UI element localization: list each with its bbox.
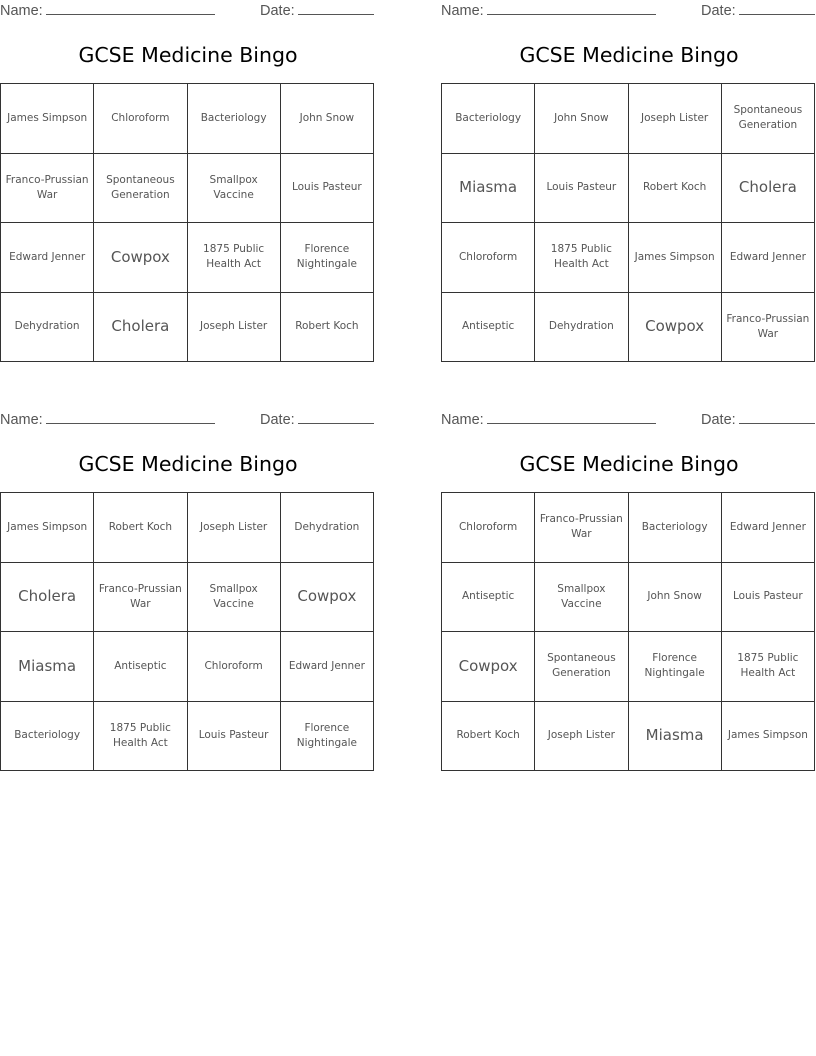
bingo-cell[interactable]: Robert Koch xyxy=(629,154,722,224)
bingo-cell[interactable]: Robert Koch xyxy=(94,493,187,563)
bingo-cell[interactable]: Robert Koch xyxy=(281,293,374,363)
name-blank-line[interactable] xyxy=(46,2,215,15)
bingo-cell[interactable]: Franco-Prussian War xyxy=(94,563,187,633)
bingo-cell[interactable]: Joseph Lister xyxy=(188,293,281,363)
bingo-cell[interactable]: Dehydration xyxy=(535,293,628,363)
bingo-cell[interactable]: James Simpson xyxy=(629,223,722,293)
bingo-cell[interactable]: Louis Pasteur xyxy=(722,563,815,633)
bingo-cell[interactable]: Cholera xyxy=(94,293,187,363)
date-blank-line[interactable] xyxy=(298,411,374,424)
date-label: Date: xyxy=(260,3,295,19)
bingo-cell[interactable]: Spontaneous Generation xyxy=(535,632,628,702)
bingo-cell[interactable]: John Snow xyxy=(629,563,722,633)
date-label: Date: xyxy=(701,412,736,428)
name-blank-line[interactable] xyxy=(487,411,656,424)
date-field[interactable] xyxy=(260,411,374,428)
bingo-cell[interactable]: Cowpox xyxy=(94,223,187,293)
date-field[interactable] xyxy=(701,2,815,19)
bingo-card xyxy=(0,0,376,375)
bingo-cell[interactable]: James Simpson xyxy=(722,702,815,772)
bingo-cell[interactable]: Antiseptic xyxy=(94,632,187,702)
bingo-cell[interactable]: James Simpson xyxy=(1,84,94,154)
bingo-cell[interactable]: Cowpox xyxy=(442,632,535,702)
bingo-cell[interactable]: Spontaneous Generation xyxy=(94,154,187,224)
bingo-cell[interactable]: Cowpox xyxy=(281,563,374,633)
card-title: GCSE Medicine Bingo xyxy=(78,43,298,67)
date-field[interactable] xyxy=(701,411,815,428)
bingo-cell[interactable]: Smallpox Vaccine xyxy=(535,563,628,633)
bingo-cell[interactable]: John Snow xyxy=(281,84,374,154)
date-field[interactable] xyxy=(260,2,374,19)
bingo-cell[interactable]: Franco-Prussian War xyxy=(722,293,815,363)
bingo-cell[interactable]: Chloroform xyxy=(442,493,535,563)
bingo-cell[interactable]: Joseph Lister xyxy=(535,702,628,772)
name-field[interactable] xyxy=(441,411,656,428)
card-header xyxy=(441,409,816,429)
card-header xyxy=(0,409,376,429)
bingo-cell[interactable]: Smallpox Vaccine xyxy=(188,563,281,633)
card-header xyxy=(0,0,376,20)
bingo-cell[interactable]: Dehydration xyxy=(281,493,374,563)
bingo-grid xyxy=(441,492,815,771)
bingo-cell[interactable]: Robert Koch xyxy=(442,702,535,772)
date-blank-line[interactable] xyxy=(739,2,815,15)
name-field[interactable] xyxy=(0,2,215,19)
bingo-cell[interactable]: Miasma xyxy=(1,632,94,702)
bingo-cell[interactable]: Chloroform xyxy=(94,84,187,154)
card-title: GCSE Medicine Bingo xyxy=(78,452,298,476)
bingo-card xyxy=(0,409,376,784)
name-blank-line[interactable] xyxy=(487,2,656,15)
bingo-cell[interactable]: Bacteriology xyxy=(1,702,94,772)
bingo-cell[interactable]: Antiseptic xyxy=(442,563,535,633)
bingo-cell[interactable]: Cholera xyxy=(1,563,94,633)
name-field[interactable] xyxy=(441,2,656,19)
date-label: Date: xyxy=(260,412,295,428)
card-title: GCSE Medicine Bingo xyxy=(519,452,739,476)
bingo-cell[interactable]: Florence Nightingale xyxy=(281,223,374,293)
bingo-cell[interactable]: Florence Nightingale xyxy=(629,632,722,702)
bingo-cell[interactable]: Joseph Lister xyxy=(188,493,281,563)
name-label: Name: xyxy=(0,412,43,428)
date-blank-line[interactable] xyxy=(298,2,374,15)
bingo-cell[interactable]: Miasma xyxy=(629,702,722,772)
name-label: Name: xyxy=(441,412,484,428)
name-blank-line[interactable] xyxy=(46,411,215,424)
bingo-cell[interactable]: Antiseptic xyxy=(442,293,535,363)
bingo-cell[interactable]: Chloroform xyxy=(442,223,535,293)
bingo-card xyxy=(441,409,816,784)
bingo-grid xyxy=(0,492,374,771)
date-label: Date: xyxy=(701,3,736,19)
bingo-cell[interactable]: 1875 Public Health Act xyxy=(722,632,815,702)
card-title: GCSE Medicine Bingo xyxy=(519,43,739,67)
bingo-cell[interactable]: Bacteriology xyxy=(442,84,535,154)
date-blank-line[interactable] xyxy=(739,411,815,424)
bingo-cell[interactable]: Florence Nightingale xyxy=(281,702,374,772)
bingo-cell[interactable]: Louis Pasteur xyxy=(281,154,374,224)
bingo-cell[interactable]: 1875 Public Health Act xyxy=(94,702,187,772)
bingo-card xyxy=(441,0,816,375)
bingo-cell[interactable]: Bacteriology xyxy=(188,84,281,154)
name-label: Name: xyxy=(441,3,484,19)
bingo-cell[interactable]: James Simpson xyxy=(1,493,94,563)
bingo-cell[interactable]: Chloroform xyxy=(188,632,281,702)
bingo-cell[interactable]: Franco-Prussian War xyxy=(535,493,628,563)
name-field[interactable] xyxy=(0,411,215,428)
bingo-cell[interactable]: Dehydration xyxy=(1,293,94,363)
bingo-cell[interactable]: 1875 Public Health Act xyxy=(188,223,281,293)
bingo-grid xyxy=(441,83,815,362)
bingo-cell[interactable]: Cowpox xyxy=(629,293,722,363)
bingo-cell[interactable]: Franco-Prussian War xyxy=(1,154,94,224)
name-label: Name: xyxy=(0,3,43,19)
bingo-cell[interactable]: Cholera xyxy=(722,154,815,224)
bingo-grid xyxy=(0,83,374,362)
bingo-cell[interactable]: Edward Jenner xyxy=(1,223,94,293)
card-header xyxy=(441,0,816,20)
bingo-cell[interactable]: Miasma xyxy=(442,154,535,224)
bingo-cell[interactable]: Bacteriology xyxy=(629,493,722,563)
bingo-cell[interactable]: Spontaneous Generation xyxy=(722,84,815,154)
bingo-cell[interactable]: Smallpox Vaccine xyxy=(188,154,281,224)
bingo-cell[interactable]: Joseph Lister xyxy=(629,84,722,154)
bingo-cell[interactable]: Louis Pasteur xyxy=(188,702,281,772)
bingo-cell[interactable]: Edward Jenner xyxy=(722,493,815,563)
bingo-cell[interactable]: John Snow xyxy=(535,84,628,154)
bingo-cell[interactable]: Edward Jenner xyxy=(722,223,815,293)
bingo-cell[interactable]: Edward Jenner xyxy=(281,632,374,702)
bingo-cell[interactable]: 1875 Public Health Act xyxy=(535,223,628,293)
bingo-cell[interactable]: Louis Pasteur xyxy=(535,154,628,224)
